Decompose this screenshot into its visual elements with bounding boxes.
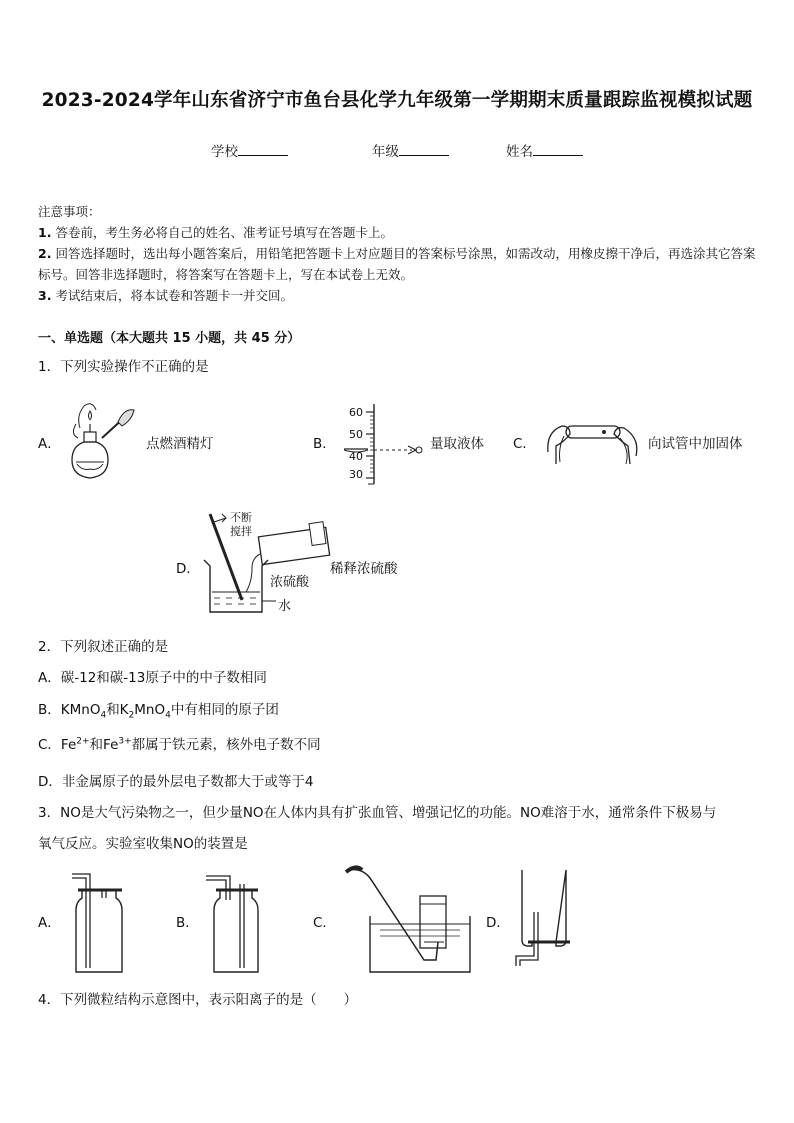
name-blank	[533, 143, 583, 156]
q3-option-d: D．	[486, 915, 510, 931]
notice-item-3	[38, 285, 760, 306]
page-title: 2023-2024学年山东省济宁市鱼台县化学九年级第一学期期末质量跟踪监视模拟试题	[41, 90, 753, 111]
q2-option-c	[38, 733, 321, 753]
notice-text-3: 考试结束后，将本试卷和答题卡一并交回。	[55, 288, 293, 303]
q1-option-a-letter: A．	[38, 436, 61, 452]
q1-option-c-letter: C．	[513, 436, 536, 452]
q1-option-d-letter: D．	[176, 561, 200, 577]
tick-label-60: 60	[349, 406, 363, 419]
school-label: 学校	[211, 144, 238, 160]
gas-bottle-a-illustration	[62, 868, 132, 976]
tick-label-30: 30	[349, 468, 363, 481]
gas-bottle-b-illustration	[200, 868, 270, 976]
water-trough-illustration	[340, 864, 480, 976]
cylinder-illustration	[338, 402, 433, 487]
notice-num-3: 3.	[38, 288, 52, 303]
tick-label-40: 40	[349, 450, 363, 463]
q2-b-sub-2: 2	[128, 710, 135, 721]
q2-c-sup-2: 3+	[118, 736, 132, 747]
q3-option-b: B．	[176, 915, 199, 931]
section-heading: 一、单选题（本大题共 15 小题，共 45 分）	[38, 331, 301, 346]
q1-option-b-letter: B．	[313, 436, 336, 452]
q1-stem: 1．下列实验操作不正确的是	[38, 359, 209, 375]
q2-option-d: D．非金属原子的最外层电子数都大于或等于4	[38, 774, 314, 790]
q2-c-text-2: 和Fe	[89, 737, 119, 753]
name-label: 姓名	[506, 144, 533, 160]
notice-item-2	[38, 243, 760, 285]
notice-num-2: 2.	[38, 246, 52, 261]
q4-stem: 4．下列微粒结构示意图中，表示阳离子的是（ ）	[38, 992, 358, 1008]
water-label: 水	[278, 599, 292, 614]
notice-text-2: 回答选择题时，选出每小题答案后，用铅笔把答题卡上对应题目的答案标号涂黑，如需改动，用橡皮擦干净后，再选涂其它答案标号。回答非选择题时，将答案写在答题卡上，写在本试卷上无效。	[38, 246, 756, 282]
q1-option-b-label: 量取液体	[430, 436, 484, 452]
q2-c-text-1: C．Fe	[38, 737, 77, 753]
inverted-bottle-illustration	[508, 862, 578, 972]
q2-option-a: A．碳-12和碳-13原子中的中子数相同	[38, 670, 267, 686]
grade-field	[372, 140, 449, 160]
grade-label: 年级	[372, 144, 399, 160]
school-blank	[238, 143, 288, 156]
q1-option-c-label: 向试管中加固体	[648, 436, 743, 452]
notice-heading: 注意事项：	[38, 204, 101, 219]
q2-b-text-4: 中有相同的原子团	[170, 702, 279, 718]
q2-b-text-1: B．KMnO	[38, 702, 101, 718]
alcohol-lamp-illustration	[62, 398, 142, 484]
notice-block	[38, 201, 760, 306]
dilution-illustration	[200, 508, 350, 616]
q2-b-text-2: 和K	[106, 702, 129, 718]
grade-blank	[399, 143, 449, 156]
q3-stem-line-1: 3．NO是大气污染物之一，但少量NO在人体内具有扩张血管、增强记忆的功能。NO难溶于水，通常条件下极易与	[38, 805, 717, 821]
q2-c-text-3: 都属于铁元素，核外电子数不同	[131, 737, 321, 753]
q1-option-a-label: 点燃酒精灯	[146, 436, 214, 452]
tick-label-50: 50	[349, 428, 363, 441]
q3-option-a: A．	[38, 915, 61, 931]
q1-option-d-label: 稀释浓硫酸	[330, 561, 398, 577]
notice-text-1: 答卷前，考生务必将自己的姓名、准考证号填写在答题卡上。	[55, 225, 393, 240]
q2-b-sub-1: 4	[100, 710, 107, 721]
q3-option-c: C．	[313, 915, 336, 931]
q2-b-text-3: MnO	[134, 702, 166, 718]
name-field	[506, 140, 583, 160]
q2-option-b	[38, 698, 279, 721]
school-field	[211, 140, 288, 160]
notice-num-1: 1.	[38, 225, 52, 240]
q2-b-sub-3: 4	[165, 710, 171, 721]
q2-stem: 2．下列叙述正确的是	[38, 639, 169, 655]
test-tube-illustration	[544, 412, 644, 472]
stir-label: 不断搅拌	[230, 511, 252, 538]
acid-label: 浓硫酸	[270, 575, 310, 590]
notice-item-1	[38, 222, 760, 243]
q2-c-sup-1: 2+	[76, 736, 90, 747]
q3-stem-line-2: 氧气反应。实验室收集NO的装置是	[38, 836, 248, 852]
